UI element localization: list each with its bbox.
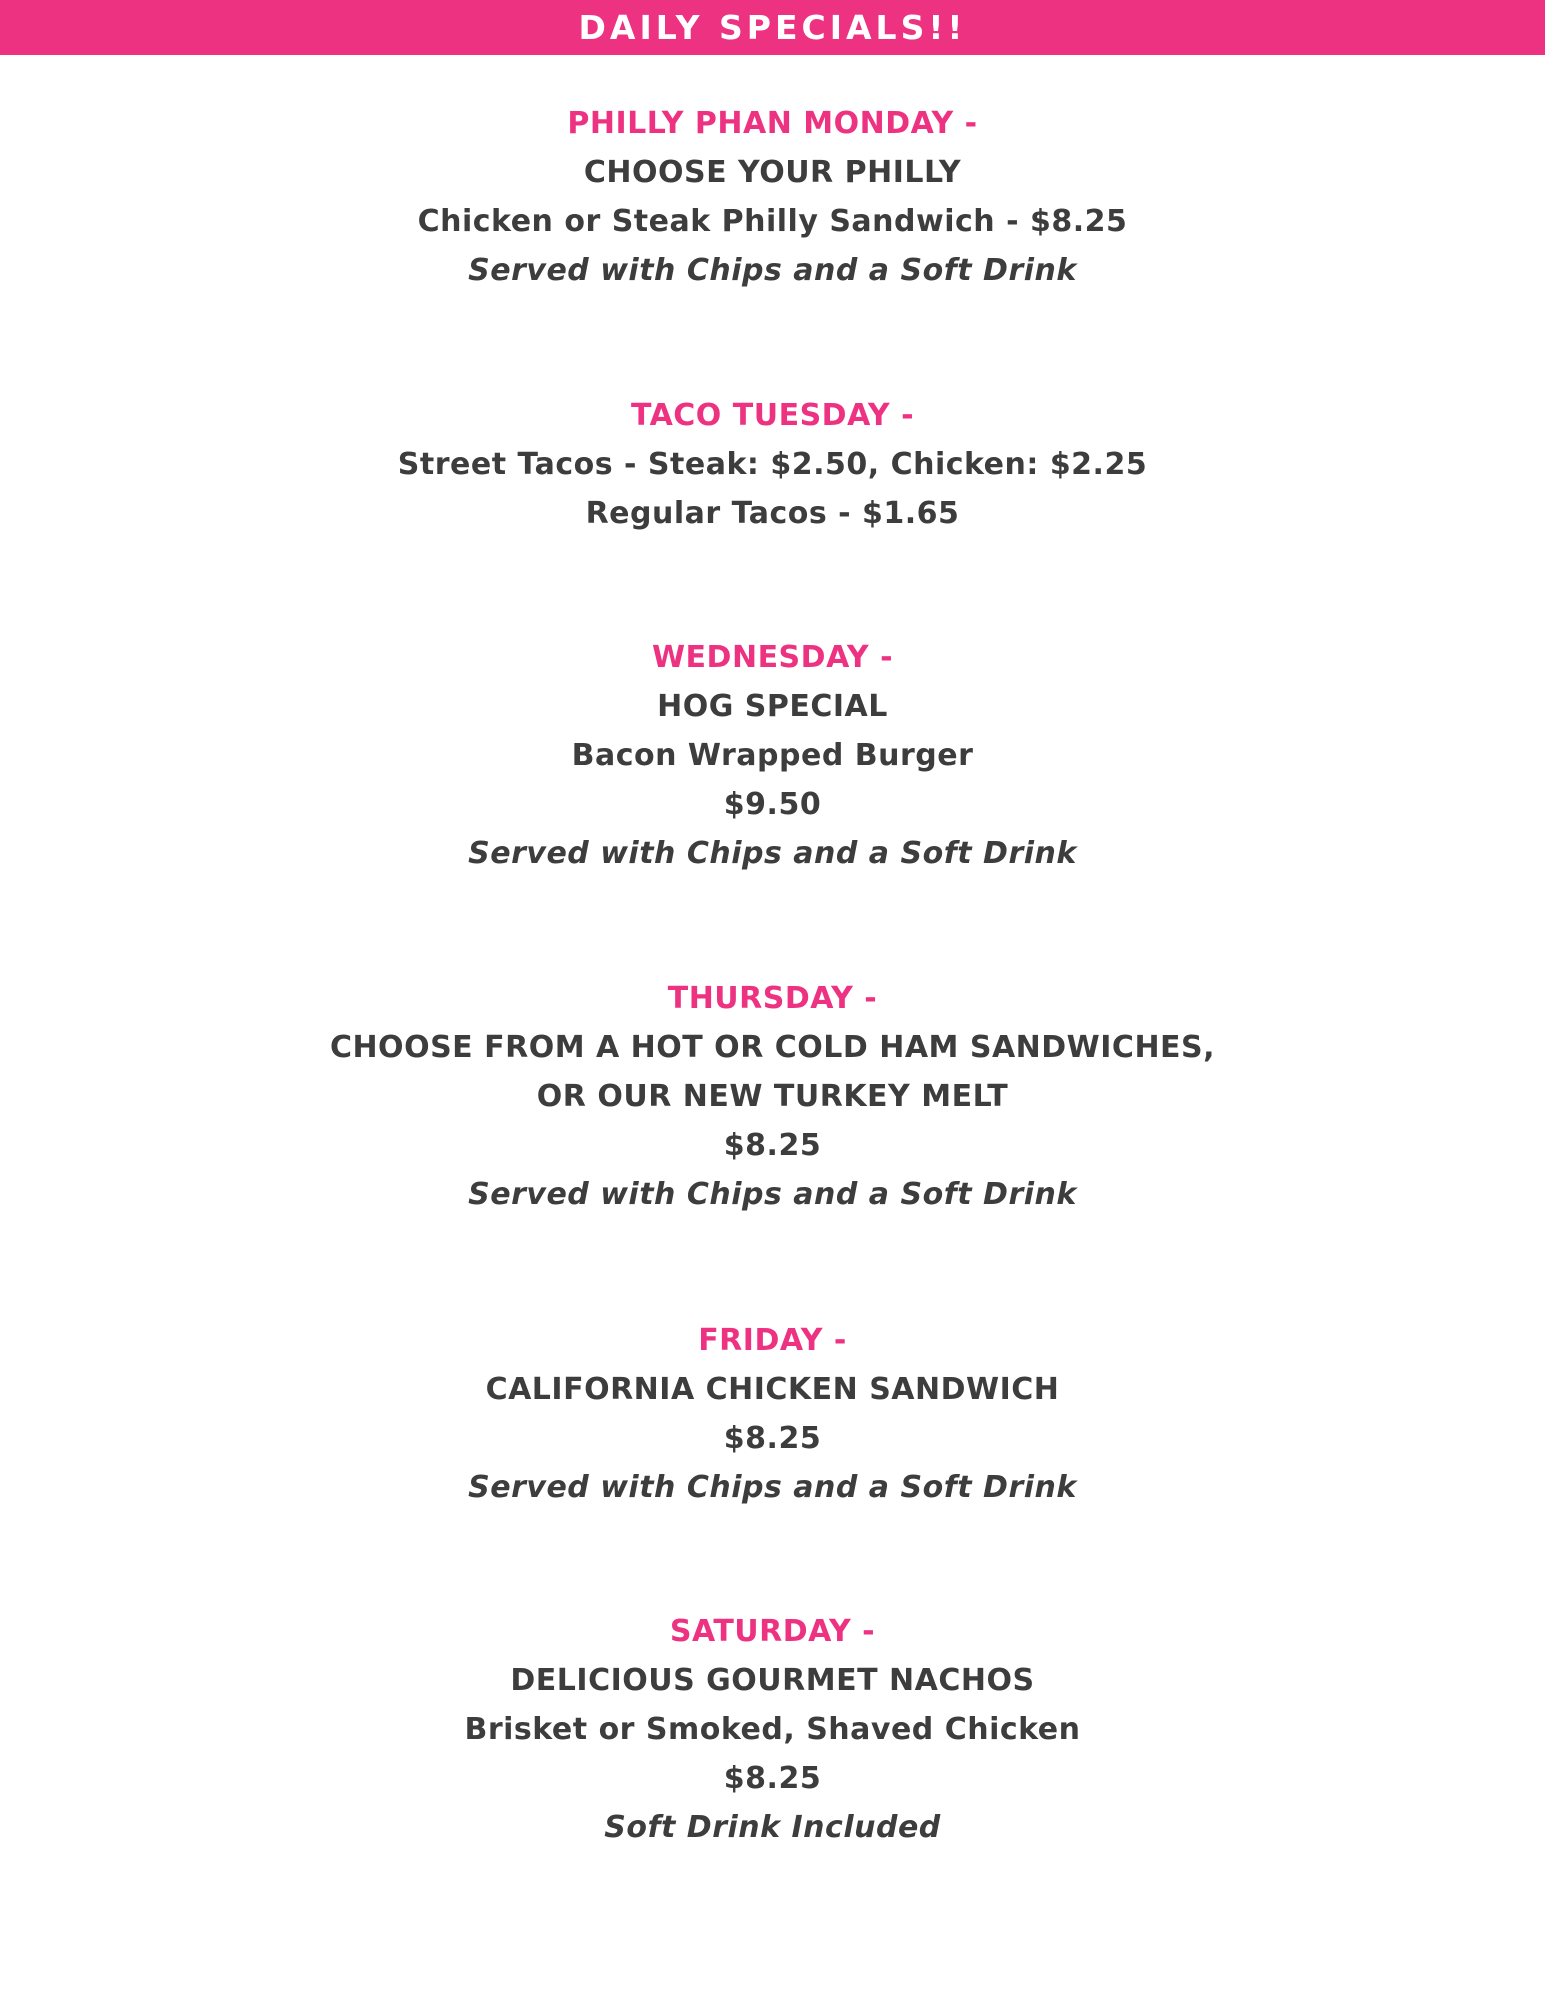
special-friday [0,1316,1545,1512]
special-note: Served with Chips and a Soft Drink [468,253,1077,288]
special-line: Brisket or Smoked, Shaved Chicken [464,1712,1081,1747]
special-line: CHOOSE FROM A HOT OR COLD HAM SANDWICHES, [329,1030,1216,1065]
special-price: $8.25 [723,1128,822,1163]
special-wednesday [0,633,1545,878]
special-line: Street Tacos - Steak: $2.50, Chicken: $2.25 [397,447,1148,482]
special-heading: FRIDAY - [698,1323,847,1358]
special-line: HOG SPECIAL [657,689,888,724]
special-price: $9.50 [723,787,822,822]
special-price: $8.25 [723,1421,822,1456]
special-tuesday [0,391,1545,538]
special-heading: WEDNESDAY - [651,640,894,675]
special-saturday [0,1607,1545,1852]
special-line: CHOOSE YOUR PHILLY [583,155,962,190]
special-price: $8.25 [723,1761,822,1796]
special-note: Served with Chips and a Soft Drink [468,1177,1077,1212]
special-line: Regular Tacos - $1.65 [585,496,960,531]
special-heading: THURSDAY - [667,981,878,1016]
special-line: Chicken or Steak Philly Sandwich - $8.25 [417,204,1128,239]
special-heading: SATURDAY - [669,1614,876,1649]
special-heading: TACO TUESDAY - [630,398,915,433]
special-monday [0,99,1545,295]
header-banner [0,0,1545,55]
special-thursday [0,974,1545,1219]
special-note: Soft Drink Included [604,1810,941,1845]
special-line: CALIFORNIA CHICKEN SANDWICH [485,1372,1060,1407]
special-note: Served with Chips and a Soft Drink [468,1470,1077,1505]
special-heading: PHILLY PHAN MONDAY - [567,106,978,141]
special-line: DELICIOUS GOURMET NACHOS [510,1663,1035,1698]
special-line: Bacon Wrapped Burger [571,738,974,773]
page-title: DAILY SPECIALS!! [578,8,967,47]
special-note: Served with Chips and a Soft Drink [468,836,1077,871]
special-line: OR OUR NEW TURKEY MELT [536,1079,1009,1114]
